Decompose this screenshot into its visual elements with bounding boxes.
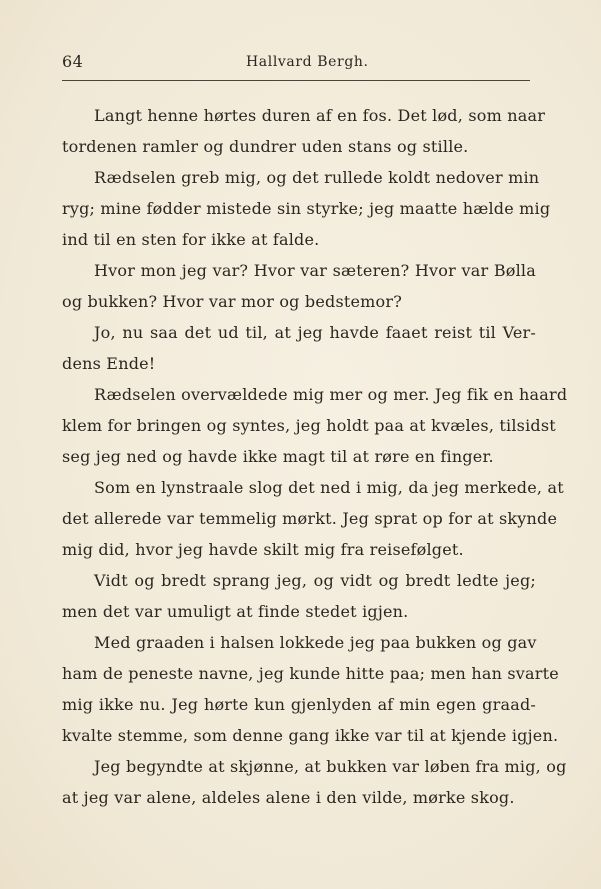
text-line: Rædselen greb mig, og det rullede koldt nedover min: [94, 168, 540, 187]
text-line: og bukken? Hvor var mor og bedstemor?: [62, 292, 403, 311]
text-line: ind til en sten for ikke at falde.: [62, 230, 320, 249]
text-line: mig ikke nu. Jeg hørte kun gjenlyden af min egen graad-: [62, 695, 536, 714]
text-line: Som en lynstraale slog det ned i mig, da jeg merkede, at: [94, 478, 564, 497]
page-number: 64: [62, 52, 84, 71]
text-line: Langt henne hørtes duren af en fos. Det lød, som naar: [94, 106, 546, 125]
text-line: mig did, hvor jeg havde skilt mig fra reisefølget.: [62, 540, 464, 559]
text-line: Vidt og bredt sprang jeg, og vidt og bredt ledte jeg;: [94, 571, 536, 590]
text-line: Jeg begyndte at skjønne, at bukken var løben fra mig, og: [94, 757, 567, 776]
text-line: men det var umuligt at finde stedet igjen.: [62, 602, 409, 621]
text-line: Med graaden i halsen lokkede jeg paa bukken og gav: [94, 633, 537, 652]
text-line: tordenen ramler og dundrer uden stans og stille.: [62, 137, 469, 156]
text-line: ryg; mine fødder mistede sin styrke; jeg maatte hælde mig: [62, 199, 551, 218]
running-title: Hallvard Bergh.: [246, 54, 369, 70]
text-line: Jo, nu saa det ud til, at jeg havde faaet reist til Ver-: [94, 323, 536, 342]
text-line: det allerede var temmelig mørkt. Jeg sprat op for at skynde: [62, 509, 558, 528]
header-rule: [62, 80, 530, 81]
text-line: Hvor mon jeg var? Hvor var sæteren? Hvor var Bølla: [94, 261, 536, 280]
text-line: dens Ende!: [62, 354, 156, 373]
text-line: Rædselen overvældede mig mer og mer. Jeg fik en haard: [94, 385, 568, 404]
text-line: klem for bringen og syntes, jeg holdt paa at kvæles, tilsidst: [62, 416, 556, 435]
page-header: [62, 52, 530, 76]
body-text: [62, 100, 568, 813]
text-line: ham de peneste navne, jeg kunde hitte paa; men han svarte: [62, 664, 559, 683]
text-line: seg jeg ned og havde ikke magt til at røre en finger.: [62, 447, 494, 466]
text-line: at jeg var alene, aldeles alene i den vilde, mørke skog.: [62, 788, 515, 807]
text-line: kvalte stemme, som denne gang ikke var til at kjende igjen.: [62, 726, 559, 745]
